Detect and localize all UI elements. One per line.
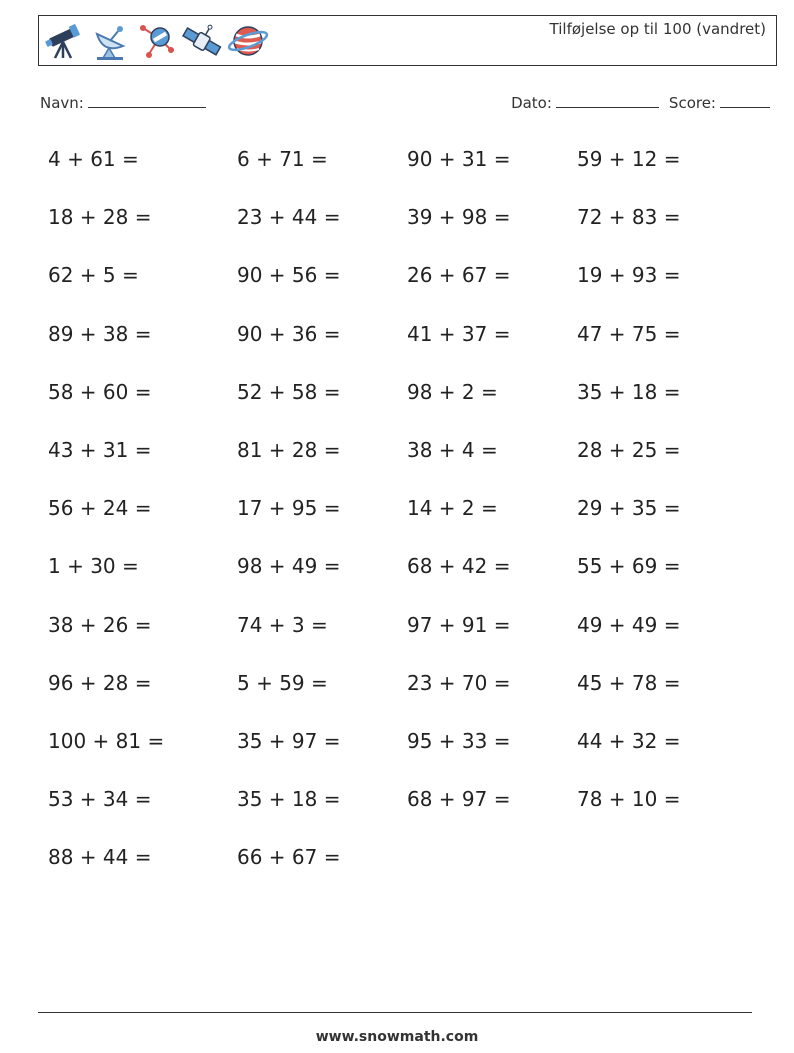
problem-r6-c1: 43 + 31 = xyxy=(48,438,152,462)
problem-r11-c2: 35 + 97 = xyxy=(237,729,341,753)
problem-r1-c3: 90 + 31 = xyxy=(407,147,511,171)
problem-r4-c2: 90 + 36 = xyxy=(237,321,341,346)
problem-r9-c2: 74 + 3 = xyxy=(237,612,328,637)
problem-r11-c4: 44 + 32 = xyxy=(577,729,681,753)
problem-r10-c1: 96 + 28 = xyxy=(48,670,152,695)
problem-r7-c4: 29 + 35 = xyxy=(577,496,681,521)
name-label: Navn: xyxy=(40,94,84,112)
problem-r11-c3: 95 + 33 = xyxy=(407,729,511,753)
problem-r2-c1: 18 + 28 = xyxy=(48,205,152,230)
problem-r3-c1: 62 + 5 = xyxy=(48,263,139,288)
problem-r13-c1: 88 + 44 = xyxy=(48,845,152,870)
problem-r4-c3: 41 + 37 = xyxy=(407,321,511,346)
problem-r2-c2: 23 + 44 = xyxy=(237,205,341,230)
worksheet-title: Tilføjelse op til 100 (vandret) xyxy=(549,20,766,38)
problem-r8-c1: 1 + 30 = xyxy=(48,554,139,579)
date-label: Dato: xyxy=(511,94,552,112)
problem-r4-c1: 89 + 38 = xyxy=(48,321,152,346)
footer-url: www.snowmath.com xyxy=(315,1029,479,1045)
problem-r6-c2: 81 + 28 = xyxy=(237,438,341,462)
problem-r12-c2: 35 + 18 = xyxy=(237,787,341,812)
problem-r4-c4: 47 + 75 = xyxy=(577,321,681,346)
problem-r8-c4: 55 + 69 = xyxy=(577,554,681,579)
problem-r1-c1: 4 + 61 = xyxy=(48,147,139,171)
problem-r11-c1: 100 + 81 = xyxy=(48,729,165,753)
problem-r9-c3: 97 + 91 = xyxy=(407,612,511,637)
problem-r10-c4: 45 + 78 = xyxy=(577,670,681,695)
problem-r8-c3: 68 + 42 = xyxy=(407,554,511,579)
problem-r3-c4: 19 + 93 = xyxy=(577,263,681,288)
problem-r7-c2: 17 + 95 = xyxy=(237,496,341,521)
problem-r6-c4: 28 + 25 = xyxy=(577,438,681,462)
problem-r2-c3: 39 + 98 = xyxy=(407,205,511,230)
problem-r5-c1: 58 + 60 = xyxy=(48,379,152,404)
problem-r1-c4: 59 + 12 = xyxy=(577,147,681,171)
problem-r5-c2: 52 + 58 = xyxy=(237,379,341,404)
problem-r9-c1: 38 + 26 = xyxy=(48,612,152,637)
problem-r7-c1: 56 + 24 = xyxy=(48,496,152,521)
problem-r6-c3: 38 + 4 = xyxy=(407,438,498,462)
problem-r5-c3: 98 + 2 = xyxy=(407,379,498,404)
score-label: Score: xyxy=(668,94,716,112)
problem-r12-c4: 78 + 10 = xyxy=(577,787,681,812)
problem-r12-c1: 53 + 34 = xyxy=(48,787,152,812)
problem-r8-c2: 98 + 49 = xyxy=(237,554,341,579)
problem-r2-c4: 72 + 83 = xyxy=(577,205,681,230)
problem-r13-c2: 66 + 67 = xyxy=(237,845,341,870)
problem-r3-c2: 90 + 56 = xyxy=(237,263,341,288)
problem-r5-c4: 35 + 18 = xyxy=(577,379,681,404)
problem-r10-c2: 5 + 59 = xyxy=(237,670,328,695)
problem-r1-c2: 6 + 71 = xyxy=(237,147,328,171)
problem-r10-c3: 23 + 70 = xyxy=(407,670,511,695)
problem-r9-c4: 49 + 49 = xyxy=(577,612,681,637)
footer-divider xyxy=(38,1012,752,1013)
problem-r3-c3: 26 + 67 = xyxy=(407,263,511,288)
problem-r7-c3: 14 + 2 = xyxy=(407,496,498,521)
problem-r12-c3: 68 + 97 = xyxy=(407,787,511,812)
